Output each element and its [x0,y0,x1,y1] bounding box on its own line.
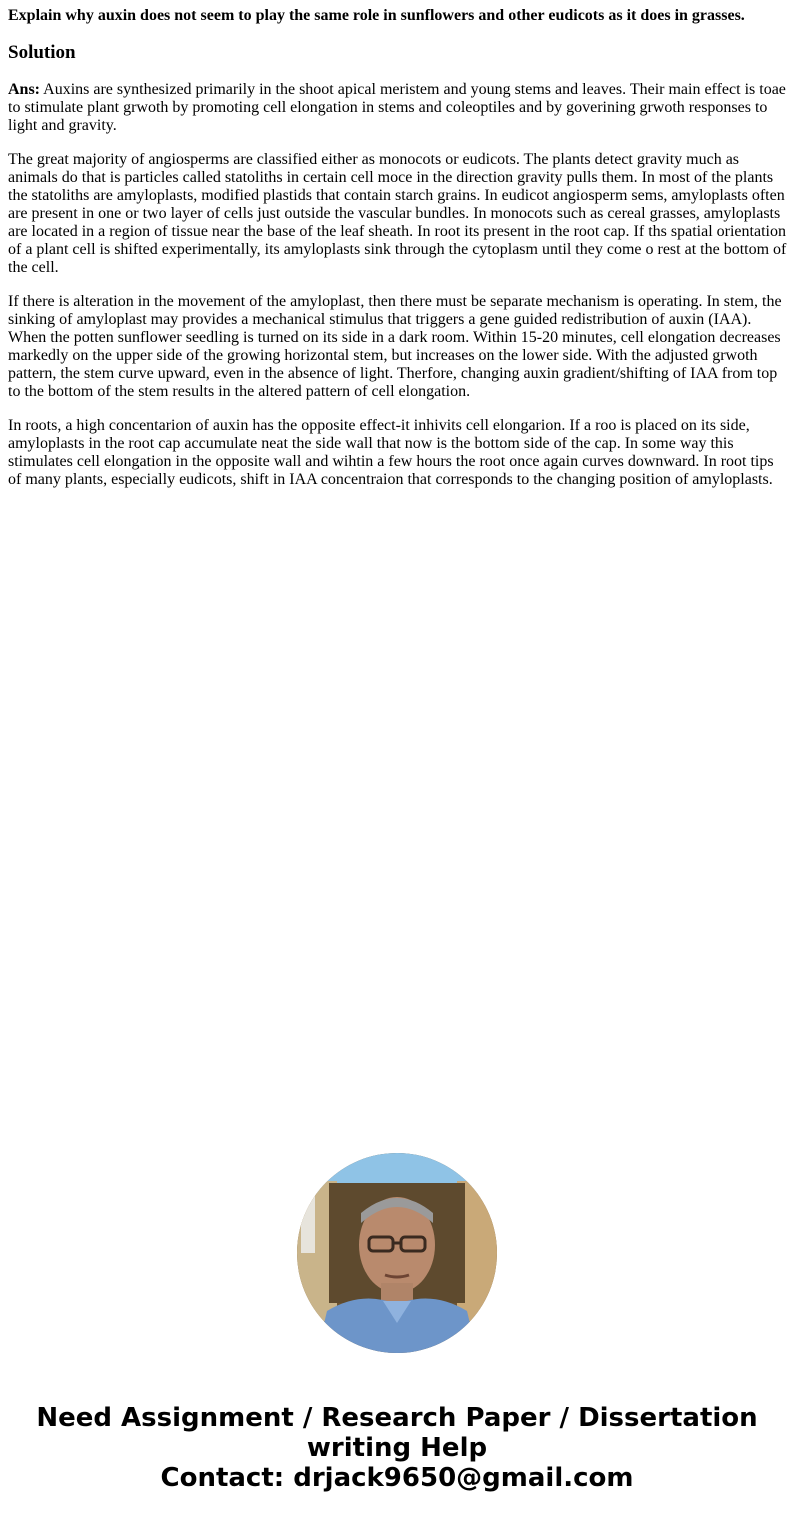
answer-paragraph-1-text: Auxins are synthesized primarily in the shoot apical meristem and young stems and leaves. Their main effect is toae to stimulate plant grwoth by promoting cell elongation in stems and coleoptiles and by goverining grwoth responses to light and gravity. [8,81,786,134]
answer-paragraph-1 [8,81,788,135]
answer-paragraph-3: If there is alteration in the movement of the amyloplast, then there must be separate mechanism is operating. In stem, the sinking of amyloplast may provides a mechanical stimulus that triggers a gene guided redistribution of auxin (IAA). When the potten sunflower seedling is turned on its side in a dark room. Within 15-20 minutes, cell elongation decreases markedly on the upper side of the growing horizontal stem, but increases on the lower side. With the adjusted grwoth pattern, the stem curve upward, even in the absence of light. Therfore, changing auxin gradient/shifting of IAA from top to the bottom of the stem results in the altered pattern of cell elongation. [8,293,782,400]
solution-heading: Solution [8,42,76,63]
cta-line-1: Need Assignment / Research Paper / Dissertation [36,1403,758,1433]
answer-paragraph-2: The great majority of angiosperms are classified either as monocots or eudicots. The plants detect gravity much as animals do that is particles called statoliths in certain cell moce in the direction gravity pulls them. In most of the plants the statoliths are amyloplasts, modified plastids that contain starch grains. In eudicot angiosperm sems, amyloplasts often are present in one or two layer of cells just outside the vascular bundles. In monocots such as cereal grasses, amyloplasts are located in a region of tissue near the base of the leaf sheath. In root its present in the root cap. If ths spatial orientation of a plant cell is shifted experimentally, its amyloplasts sink through the cytoplasm until they come o rest at the bottom of the cell. [8,151,787,276]
solution-document [8,0,788,489]
answer-paragraph-4: In roots, a high concentarion of auxin has the opposite effect-it inhivits cell elongarion. If a roo is placed on its side, amyloplasts in the root cap accumulate neat the side wall that now is the bottom side of the cap. In some way this stimulates cell elongation in the opposite wall and wihtin a few hours the root once again curves downward. In root tips of many plants, especially eudicots, shift in IAA concentraion that corresponds to the changing position of amyloplasts. [8,417,774,488]
contact-banner [0,1403,794,1493]
answer-label: Ans: [8,81,41,98]
cta-line-2: writing Help [306,1433,488,1463]
question-title: Explain why auxin does not seem to play the same role in sunflowers and other eudicots as it does in grasses. [8,7,745,24]
cta-contact-email: Contact: drjack9650@gmail.com [160,1463,634,1493]
tutor-avatar-photo [297,1153,497,1353]
